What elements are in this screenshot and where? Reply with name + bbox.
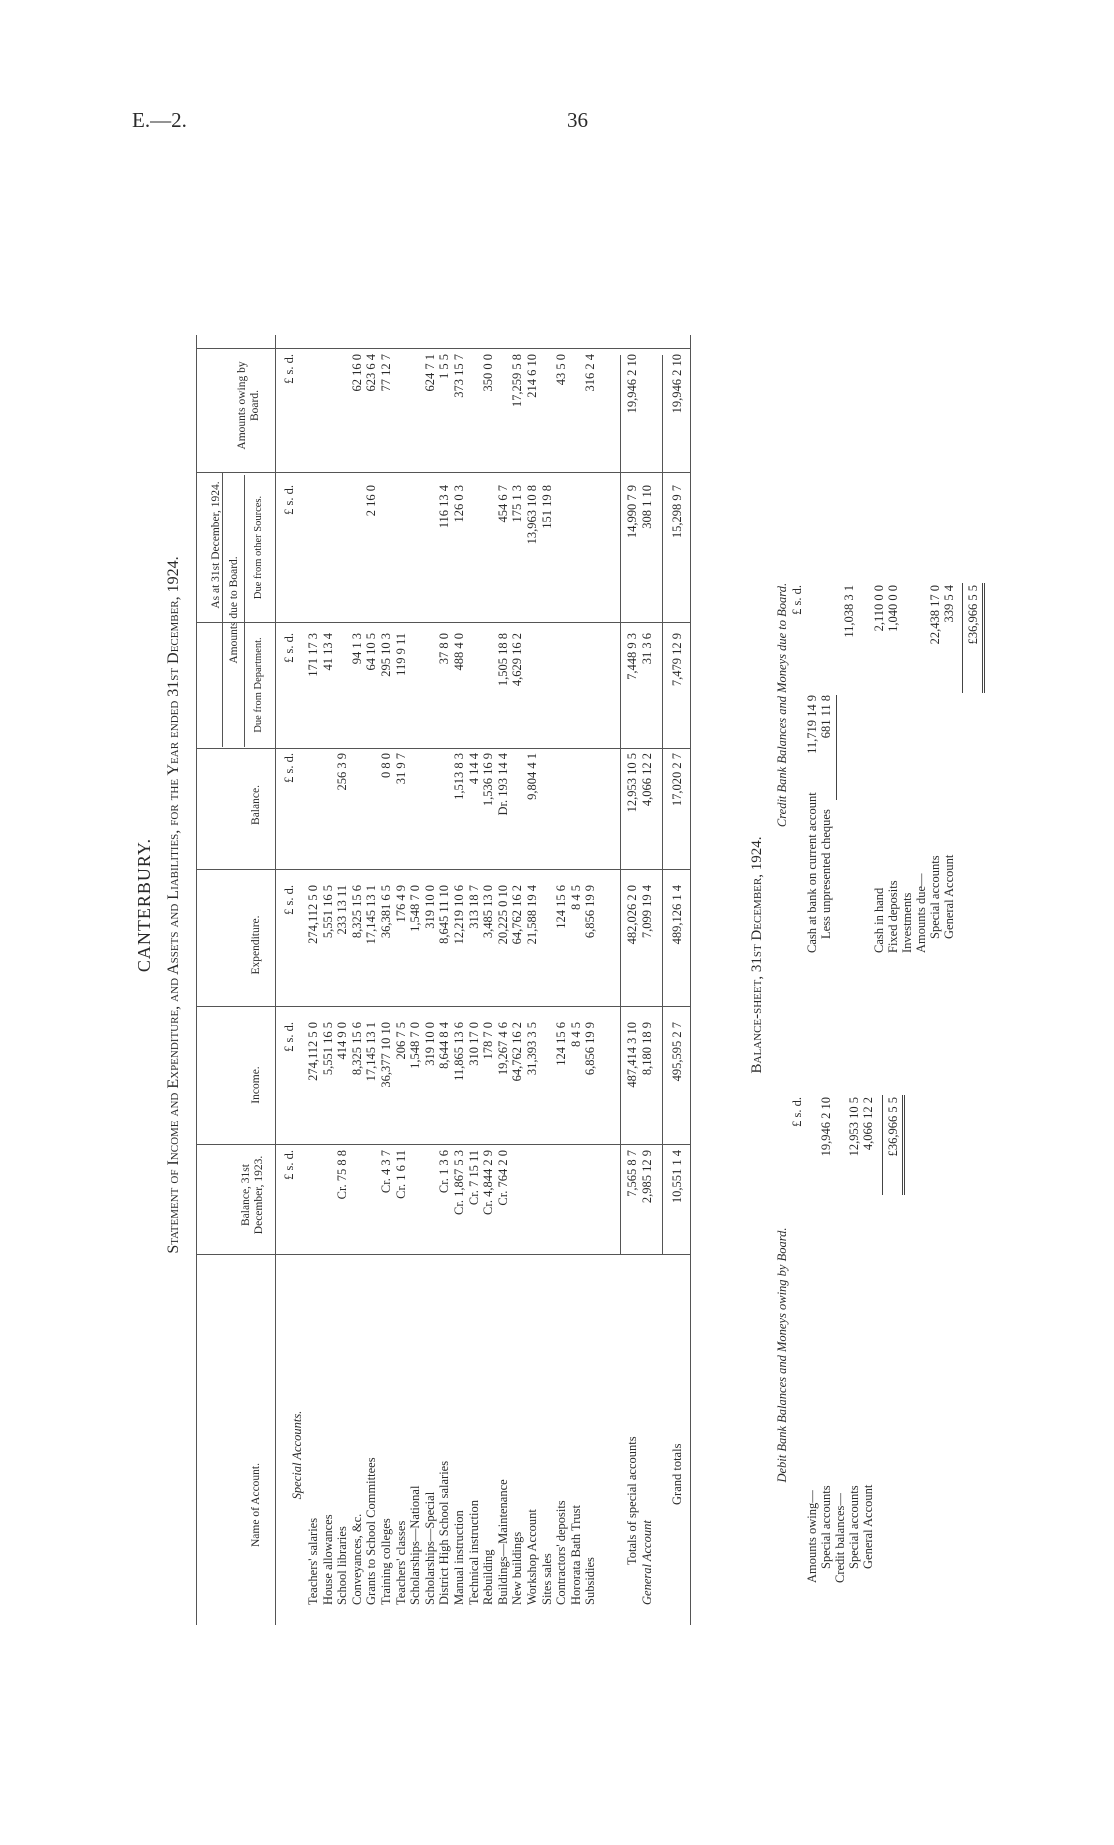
cell-exp: 482,026 2 0 [625, 885, 639, 945]
cell-exp: 20,225 0 10 [495, 885, 510, 945]
line-label: Special accounts [819, 1485, 833, 1569]
cell-name: General Account [640, 1520, 654, 1605]
cell-bal: 31 9 7 [393, 753, 408, 785]
cell-bal: Dr. 193 14 4 [495, 753, 510, 816]
unit-label: £ s. d. [282, 885, 296, 915]
cell-name: Conveyances, &c. [349, 1513, 364, 1605]
debit-heading: Debit Bank Balances and Moneys owing by Board. [775, 1227, 789, 1483]
line-label: General Account [942, 854, 956, 939]
cell-exp: 1,548 7 0 [408, 885, 423, 932]
cell-income: 487,414 3 10 [625, 1022, 639, 1088]
cell-other: 175 1 3 [510, 485, 525, 523]
cell-exp: 313 18 7 [466, 885, 481, 929]
cell-income: 19,267 4 6 [495, 1022, 510, 1076]
table-rule [275, 335, 276, 1625]
table-rule [620, 355, 621, 1255]
cell-name: Hororata Bath Trust [568, 1505, 583, 1605]
cell-income: 274,112 5 0 [306, 1022, 320, 1081]
cell-other: 14,990 7 9 [625, 485, 639, 539]
cell-income: 495,595 2 7 [670, 1022, 684, 1082]
cell-exp: 17,145 13 1 [364, 885, 379, 945]
cell-dept: 7,448 9 3 [625, 633, 639, 680]
cell-bal23: Cr. 75 8 8 [335, 1150, 350, 1200]
cell-income: 11,865 13 6 [452, 1022, 466, 1081]
cell-income: 17,145 13 1 [364, 1022, 379, 1082]
table-rule [196, 335, 197, 1625]
cell-income: 8 4 5 [568, 1022, 583, 1047]
rule-line [962, 583, 963, 693]
cell-exp: 21,588 19 4 [525, 885, 539, 945]
cell-bal23: 2,985 12 9 [640, 1150, 654, 1204]
cell-owing: 350 0 0 [481, 354, 496, 392]
cell-owing: 77 12 7 [379, 354, 393, 392]
table-rule [196, 472, 690, 473]
unit-label: £ s. d. [282, 1150, 296, 1180]
cell-name: Workshop Account [525, 1509, 539, 1605]
col-header-income: Income. [250, 1066, 262, 1104]
cell-dept: 295 10 3 [379, 633, 393, 677]
cell-owing: 623 6 4 [364, 354, 379, 392]
col-header-balance-1923: Balance, 31st December, 1923. [240, 1155, 265, 1235]
cell-name: Scholarships—National [408, 1485, 423, 1605]
amount: 339 5 4 [942, 585, 956, 623]
cell-income: 319 10 0 [422, 1022, 437, 1066]
table-rule [196, 1144, 690, 1145]
amount: 11,038 3 1 [842, 585, 856, 638]
rule-line [836, 695, 837, 800]
cell-other: 126 0 3 [452, 485, 466, 523]
credit-units: £ s. d. [790, 585, 804, 615]
cell-exp: 319 10 0 [422, 885, 437, 929]
cell-name: Teachers' classes [393, 1520, 408, 1605]
cell-exp: 8,645 11 10 [437, 885, 452, 944]
table-rule [196, 748, 690, 749]
cell-income: 31,393 3 5 [525, 1022, 539, 1076]
line-label: Amounts owing— [805, 1490, 819, 1583]
cell-dept: 171 17 3 [306, 633, 320, 677]
amount: 1,040 0 0 [886, 585, 900, 632]
table-rule [196, 348, 690, 349]
cell-exp: 36,381 6 5 [379, 885, 393, 939]
rule-line [982, 583, 983, 693]
rule-line [902, 1095, 903, 1195]
line-label: Special accounts [928, 855, 942, 939]
cell-bal23: Cr. 1 3 6 [437, 1150, 452, 1194]
cell-name: District High School salaries [437, 1460, 452, 1605]
cell-income: 8,325 15 6 [349, 1022, 364, 1076]
cell-dept: 41 13 4 [320, 633, 335, 671]
cell-name: Rebuilding [481, 1549, 496, 1605]
cell-owing: 43 5 0 [554, 354, 569, 386]
cell-owing: 17,259 5 8 [510, 354, 525, 408]
unit-label: £ s. d. [282, 354, 296, 384]
cell-bal23: Cr. 764 2 0 [495, 1150, 510, 1206]
cell-exp: 274,112 5 0 [306, 885, 320, 944]
page-reference: E.—2. [132, 108, 187, 132]
table-rule [222, 472, 223, 747]
cell-other: 116 13 4 [437, 485, 452, 529]
col-header-due-other: Due from other Sources. [253, 495, 264, 600]
balance-sheet-title: Balance-sheet, 31st December, 1924. [749, 836, 765, 1074]
amount: 11,719 14 9 [805, 695, 819, 754]
cell-name: New buildings [510, 1531, 525, 1605]
cell-owing: 19,946 2 10 [670, 354, 684, 414]
cell-dept: 64 10 5 [364, 633, 379, 671]
cell-income: 8,180 18 9 [640, 1022, 654, 1076]
cell-income: 36,377 10 10 [379, 1022, 393, 1088]
cell-exp: 5,551 16 5 [320, 885, 335, 939]
col-header-expenditure: Expenditure. [250, 915, 262, 975]
cell-bal23: Cr. 1,867 5 3 [452, 1150, 466, 1215]
line-label: General Account [861, 1484, 875, 1569]
cell-dept: 1,505 18 8 [495, 633, 510, 687]
cell-exp: 489,126 1 4 [670, 885, 684, 945]
cell-exp: 176 4 9 [393, 885, 408, 923]
cell-bal23: 7,565 8 7 [625, 1150, 639, 1197]
line-label: Fixed deposits [886, 880, 900, 953]
cell-name: Scholarships—Special [422, 1491, 437, 1605]
table-rule [244, 475, 245, 747]
unit-label: £ s. d. [282, 485, 296, 515]
cell-bal23: 10,551 1 4 [670, 1150, 684, 1204]
table-rule [196, 869, 690, 870]
amount: £36,966 5 5 [966, 585, 980, 645]
rule-line [904, 1095, 905, 1195]
cell-bal23: Cr. 4 3 7 [379, 1150, 393, 1194]
amount: 19,946 2 10 [819, 1097, 833, 1157]
cell-name: Buildings—Maintenance [495, 1479, 510, 1605]
line-label: Credit balances— [833, 1493, 847, 1583]
line-label: Special accounts [847, 1485, 861, 1569]
document-subtitle: Statement of Income and Expenditure, and Assets and Liabilities, for the Year ended 31st December, 1924. [165, 556, 182, 1254]
cell-other: 454 6 7 [495, 485, 510, 523]
cell-exp: 64,762 16 2 [510, 885, 525, 945]
cell-name: Training colleges [379, 1518, 393, 1605]
cell-owing: 624 7 1 [422, 354, 437, 392]
cell-income: 414 9 0 [335, 1022, 350, 1060]
cell-income: 64,762 16 2 [510, 1022, 525, 1082]
cell-name: Subsidies [583, 1557, 598, 1605]
line-label: Investments [900, 892, 914, 953]
cell-other: 151 19 8 [539, 485, 554, 529]
amount: 12,953 10 5 [847, 1097, 861, 1157]
cell-owing: 214 6 10 [525, 354, 539, 398]
cell-bal: 1,513 8 3 [452, 753, 466, 800]
table-rule [690, 335, 691, 1625]
col-header-as-at: As at 31st December, 1924. [210, 481, 222, 609]
cell-bal: 4 14 4 [466, 753, 481, 785]
cell-bal: 17,020 2 7 [670, 753, 684, 807]
col-header-amounts-owing: Amounts owing by Board. [236, 361, 261, 450]
cell-name: Teachers' salaries [306, 1517, 320, 1605]
debit-units: £ s. d. [790, 1097, 804, 1127]
cell-other: 13,963 10 8 [525, 485, 539, 545]
cell-name: Contractors' deposits [554, 1500, 569, 1605]
cell-income: 1,548 7 0 [408, 1022, 423, 1069]
rule-line [882, 1095, 883, 1195]
line-label: Less unpresented cheques [819, 809, 833, 939]
table-rule [196, 622, 690, 623]
cell-dept: 119 9 11 [393, 633, 408, 676]
col-header-due-department: Due from Department. [253, 637, 264, 733]
cell-dept: 94 1 3 [349, 633, 364, 665]
section-label: Special Accounts. [290, 1410, 304, 1500]
cell-owing: 1 5 5 [437, 354, 452, 379]
table-rule [196, 1254, 690, 1255]
cell-name: Grants to School Committees [364, 1457, 379, 1605]
cell-name: House allowances [320, 1514, 335, 1605]
cell-owing: 19,946 2 10 [625, 354, 639, 414]
cell-bal23: Cr. 4,844 2 9 [481, 1150, 496, 1215]
cell-exp: 8,325 15 6 [349, 885, 364, 939]
line-label: Amounts due— [914, 873, 928, 953]
cell-dept: 4,629 16 2 [510, 633, 525, 687]
amount: 4,066 12 2 [861, 1097, 875, 1151]
cell-income: 6,856 19 9 [583, 1022, 598, 1076]
cell-name: Technical instruction [466, 1500, 481, 1605]
line-label: Cash at bank on current account [805, 792, 819, 953]
cell-bal: 4,066 12 2 [640, 753, 654, 807]
cell-other: 2 16 0 [364, 485, 379, 517]
cell-income: 124 15 6 [554, 1022, 569, 1066]
table-rule [196, 1006, 690, 1007]
credit-heading: Credit Bank Balances and Moneys due to Board. [775, 582, 789, 828]
amount: 2,110 0 0 [872, 585, 886, 632]
amount: 681 11 8 [819, 695, 833, 739]
cell-exp: 12,219 10 6 [452, 885, 466, 945]
cell-bal: 0 8 0 [379, 753, 393, 778]
cell-owing: 373 15 7 [452, 354, 466, 398]
unit-label: £ s. d. [282, 753, 296, 783]
line-label: Cash in hand [872, 887, 886, 953]
cell-other: 308 1 10 [640, 485, 654, 529]
page-number: 36 [567, 108, 588, 132]
table-rule [662, 355, 663, 1255]
cell-bal23: Cr. 1 6 11 [393, 1150, 408, 1199]
cell-bal: 1,536 16 9 [481, 753, 496, 807]
cell-income: 5,551 16 5 [320, 1022, 335, 1076]
col-header-amounts-due: Amounts due to Board. [228, 556, 240, 664]
col-header-balance: Balance. [250, 785, 262, 825]
cell-dept: 7,479 12 9 [670, 633, 684, 687]
cell-name: School libraries [335, 1526, 350, 1605]
rule-line [984, 583, 985, 693]
cell-bal: 256 3 9 [335, 753, 350, 791]
amount: 22,438 17 0 [928, 585, 942, 645]
cell-name: Manual instruction [452, 1510, 466, 1605]
cell-owing: 62 16 0 [349, 354, 364, 392]
cell-owing: 316 2 4 [583, 354, 598, 392]
cell-exp: 233 13 11 [335, 885, 350, 935]
cell-bal23: Cr. 7 15 11 [466, 1150, 481, 1206]
cell-dept: 37 8 0 [437, 633, 452, 665]
cell-other: 15,298 9 7 [670, 485, 684, 539]
cell-bal: 12,953 10 5 [625, 753, 639, 813]
cell-income: 178 7 0 [481, 1022, 496, 1060]
cell-exp: 6,856 19 9 [583, 885, 598, 939]
unit-label: £ s. d. [282, 633, 296, 663]
amount: £36,966 5 5 [886, 1097, 900, 1157]
document-title: CANTERBURY. [134, 837, 154, 973]
col-header-name: Name of Account. [250, 1463, 262, 1547]
cell-bal: 9,804 4 1 [525, 753, 539, 800]
cell-name: Grand totals [670, 1443, 684, 1505]
cell-name: Totals of special accounts [625, 1436, 639, 1565]
cell-exp: 3,485 13 0 [481, 885, 496, 939]
cell-exp: 8 4 5 [568, 885, 583, 910]
cell-exp: 124 15 6 [554, 885, 569, 929]
cell-income: 310 17 0 [466, 1022, 481, 1066]
cell-income: 8,644 8 4 [437, 1022, 452, 1069]
cell-income: 206 7 5 [393, 1022, 408, 1060]
cell-exp: 7,099 19 4 [640, 885, 654, 939]
unit-label: £ s. d. [282, 1022, 296, 1052]
cell-dept: 31 3 6 [640, 633, 654, 665]
cell-dept: 488 4 0 [452, 633, 466, 671]
cell-name: Sites sales [539, 1553, 554, 1605]
